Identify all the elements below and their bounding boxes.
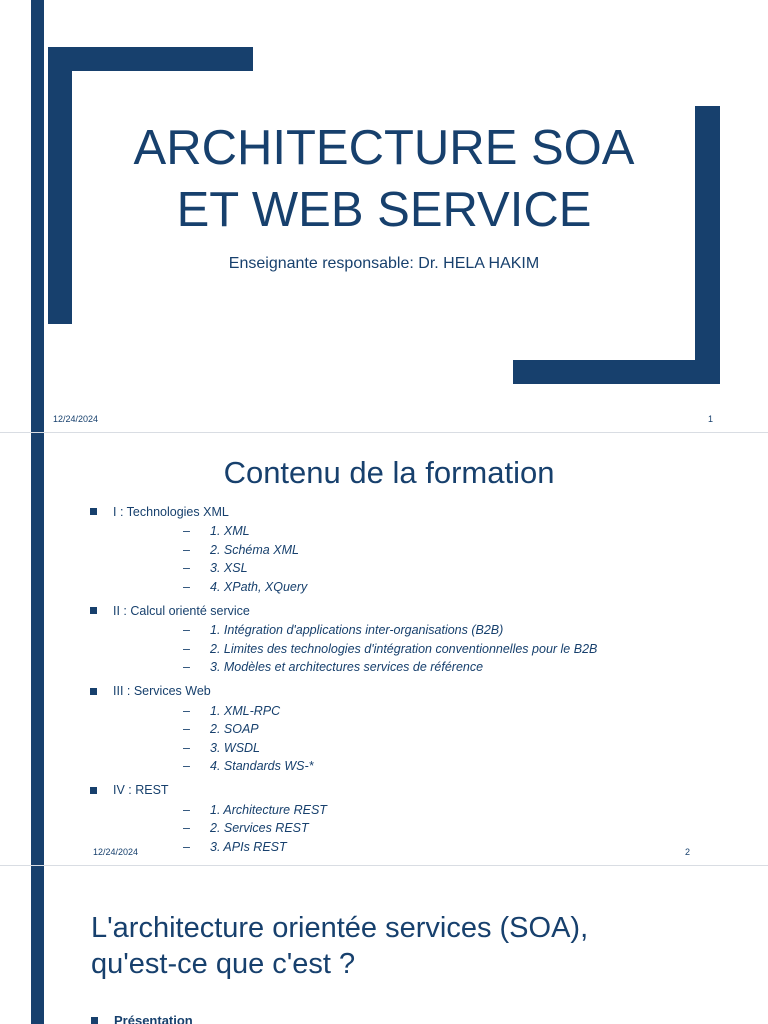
toc-subitem: [183, 522, 710, 541]
toc-section-row: [90, 600, 710, 621]
toc-subitem: [183, 640, 710, 659]
square-bullet-icon: [90, 787, 97, 794]
toc-subitem-label: 3. APIs REST: [210, 839, 287, 854]
toc-subitem-label: 4. XPath, XQuery: [210, 579, 308, 594]
toc-subitem-label: 4. Standards WS-*: [210, 759, 314, 774]
toc-section-row: [90, 780, 710, 801]
section-label: Présentation: [114, 1013, 193, 1024]
frame-top-left-vertical: [48, 47, 72, 324]
toc-subitem: [183, 757, 710, 776]
square-bullet-icon: [90, 688, 97, 695]
toc-section-label: III : Services Web: [113, 684, 211, 698]
dash-bullet-icon: –: [183, 802, 190, 817]
toc-section: [90, 681, 710, 780]
title-line-2: qu'est-ce que c'est ?: [91, 948, 356, 980]
title-line-1: L'architecture orientée services (SOA),: [91, 912, 589, 944]
toc-subitems: [90, 801, 710, 861]
dash-bullet-icon: –: [183, 740, 190, 755]
section-item: [91, 1010, 193, 1024]
toc-subitem-label: 3. XSL: [210, 561, 248, 576]
toc-subitem: [183, 838, 710, 857]
dash-bullet-icon: –: [183, 759, 190, 774]
toc-subitem-label: 3. Modèles et architectures services de référence: [210, 660, 484, 675]
dash-bullet-icon: –: [183, 839, 190, 854]
toc-section-row: [90, 681, 710, 702]
slide-title: [80, 117, 688, 241]
dash-bullet-icon: –: [183, 579, 190, 594]
slide-title: [91, 910, 731, 982]
square-bullet-icon: [90, 607, 97, 614]
toc-subitem: [183, 702, 710, 721]
dash-bullet-icon: –: [183, 542, 190, 557]
frame-top-left-horizontal: [48, 47, 253, 71]
toc-subitems: [90, 702, 710, 780]
toc-subitem-label: 2. SOAP: [210, 722, 259, 737]
slide-1: [0, 0, 768, 432]
table-of-contents: [90, 501, 710, 860]
left-accent-bar: [31, 866, 44, 1024]
dash-bullet-icon: –: [183, 641, 190, 656]
toc-section-label: II : Calcul orienté service: [113, 603, 250, 618]
dash-bullet-icon: –: [183, 623, 190, 638]
slide-subtitle: Enseignante responsable: Dr. HELA HAKIM: [228, 255, 540, 272]
toc-section: [90, 600, 710, 681]
frame-bottom-right-horizontal: [513, 360, 720, 384]
slide-date: 12/24/2024: [93, 847, 139, 857]
dash-bullet-icon: –: [183, 703, 190, 718]
left-accent-bar: [31, 433, 44, 865]
dash-bullet-icon: –: [183, 660, 190, 675]
toc-subitem: [183, 658, 710, 677]
toc-section: [90, 780, 710, 861]
toc-subitem-label: 2. Schéma XML: [210, 542, 299, 557]
square-bullet-icon: [91, 1017, 98, 1024]
toc-subitem: [183, 720, 710, 739]
toc-subitem: [183, 739, 710, 758]
left-accent-bar: [31, 0, 44, 432]
square-bullet-icon: [90, 508, 97, 515]
toc-subitem: [183, 819, 710, 838]
toc-section: [90, 501, 710, 600]
toc-subitem-label: 1. XML-RPC: [210, 703, 281, 718]
dash-bullet-icon: –: [183, 821, 190, 836]
toc-subitem: [183, 801, 710, 820]
toc-subitem-label: 2. Services REST: [210, 821, 309, 836]
slide-3: [0, 866, 768, 1024]
slide-date: 12/24/2024: [53, 414, 99, 424]
toc-subitem-label: 3. WSDL: [210, 740, 261, 755]
toc-subitem: [183, 559, 710, 578]
toc-subitem: [183, 621, 710, 640]
toc-section-label: I : Technologies XML: [113, 504, 229, 519]
toc-subitem-label: 1. XML: [210, 524, 250, 539]
slide-title: Contenu de la formation: [223, 455, 555, 490]
title-line-2: ET WEB SERVICE: [176, 183, 592, 237]
toc-subitem: [183, 578, 710, 597]
dash-bullet-icon: –: [183, 524, 190, 539]
frame-bottom-right-vertical: [695, 106, 720, 384]
slide-number: 1: [708, 414, 714, 424]
toc-subitems: [90, 522, 710, 600]
toc-section-row: [90, 501, 710, 522]
toc-subitem-label: 1. Intégration d'applications inter-organisations (B2B): [210, 623, 504, 638]
toc-section-label: IV : REST: [113, 783, 169, 797]
toc-subitem: [183, 541, 710, 560]
dash-bullet-icon: –: [183, 561, 190, 576]
dash-bullet-icon: –: [183, 722, 190, 737]
toc-subitem-label: 2. Limites des technologies d'intégration conventionnelles pour le B2B: [210, 641, 598, 656]
slide-2: [0, 433, 768, 865]
slide-number: 2: [685, 847, 691, 857]
title-line-1: ARCHITECTURE SOA: [133, 121, 635, 175]
toc-subitems: [90, 621, 710, 681]
toc-subitem-label: 1. Architecture REST: [210, 802, 327, 817]
